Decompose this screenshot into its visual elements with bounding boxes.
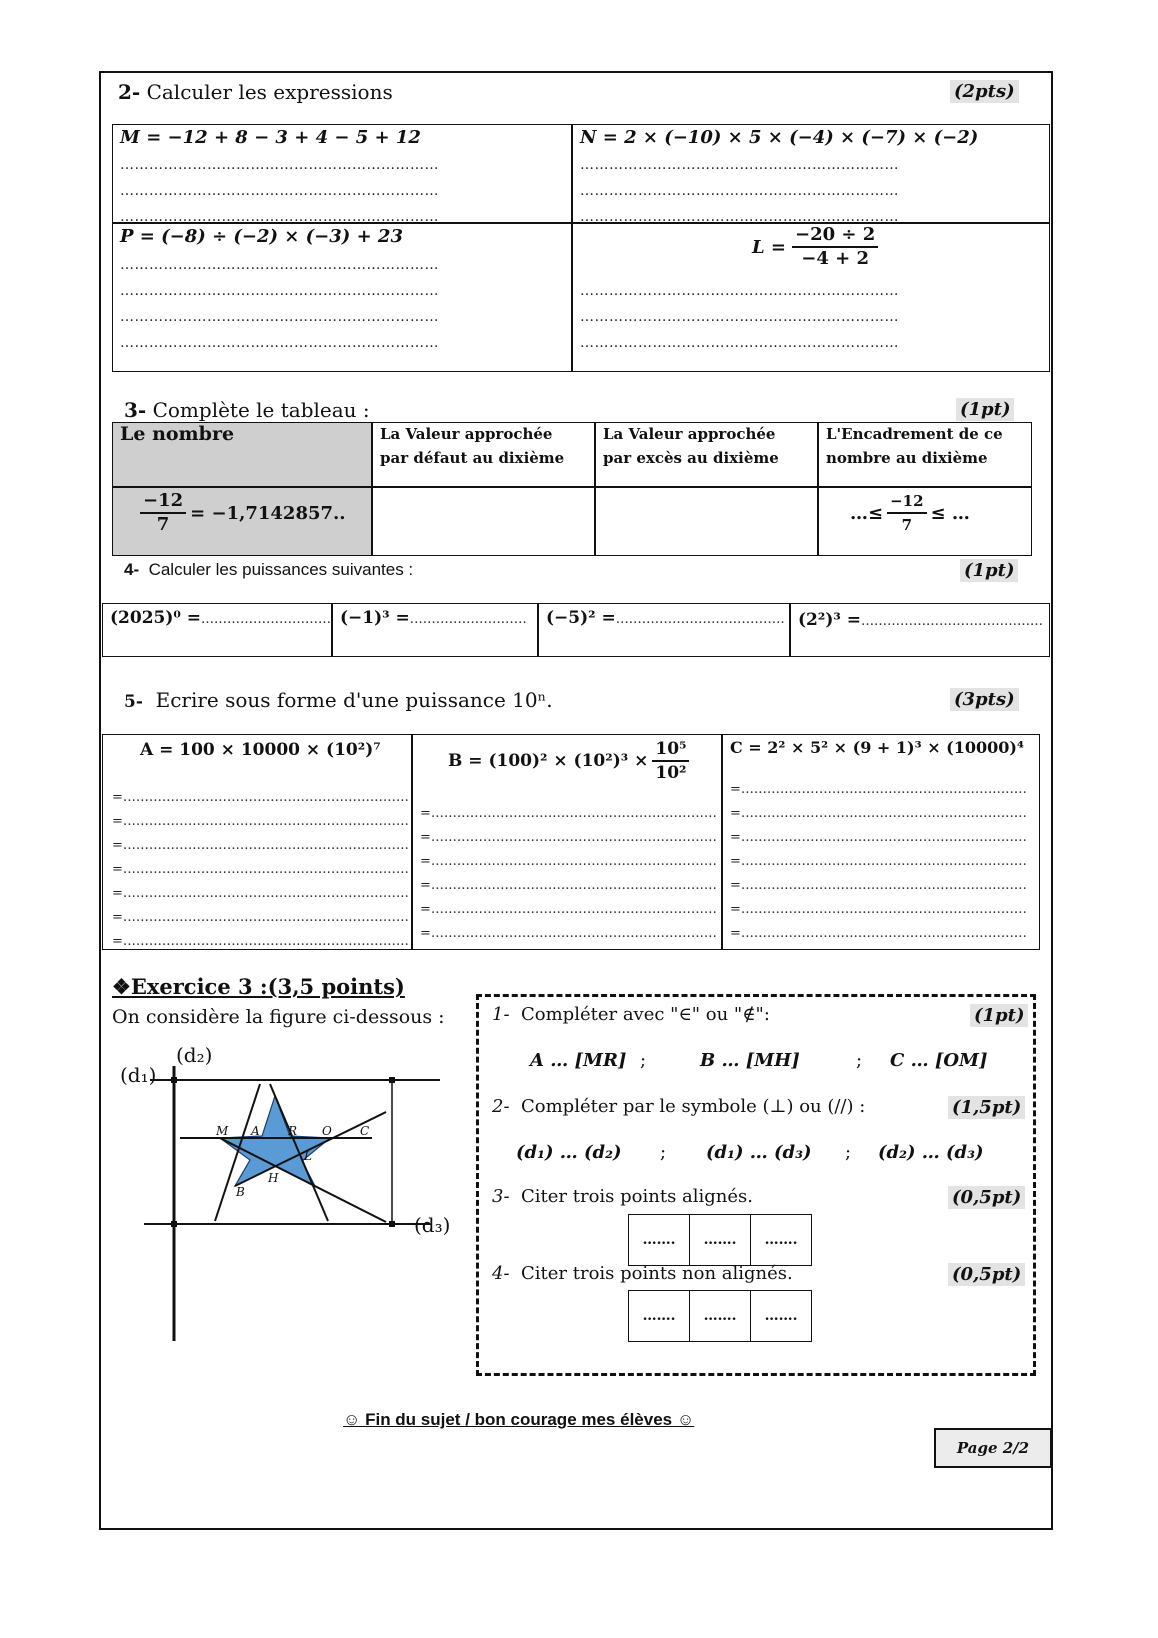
point-A: A bbox=[251, 1124, 260, 1138]
col-header-excess-line1: La Valeur approchée bbox=[603, 425, 776, 443]
answer-lines-M[interactable]: ………………………………………………………… ………………………………………………………… ………………………………………………………… bbox=[120, 157, 439, 225]
q1-sep-1: ; bbox=[640, 1050, 647, 1071]
expr-L-numerator: −20 ÷ 2 bbox=[792, 224, 878, 248]
expr-B-lhs: B = (100)² × (10²)³ × bbox=[448, 751, 649, 771]
col-header-default-line2: par défaut au dixième bbox=[380, 449, 565, 467]
section5-points: (3pts) bbox=[950, 688, 1019, 711]
power-2-expr: (−1)³ = bbox=[340, 608, 410, 628]
answer-lines-A[interactable]: =………………………………………………………… =………………………………………………………… =………………………………………………………… =………………………………………………………… =………………………………………………………… =………………………………………………………… =………………………………………………………… bbox=[112, 790, 409, 949]
q1-label: Compléter avec "∈" ou "∉": bbox=[521, 1004, 770, 1025]
label-d1: (d₁) bbox=[120, 1063, 157, 1087]
col-header-bound-line1: L'Encadrement de ce bbox=[826, 425, 1003, 443]
section4-title bbox=[124, 560, 413, 580]
section3-label: Complète le tableau : bbox=[152, 398, 370, 422]
power-3-expr: (−5)² = bbox=[546, 608, 616, 628]
answer-bound[interactable] bbox=[850, 490, 970, 536]
q2-b[interactable]: (d₁) … (d₃) bbox=[706, 1142, 812, 1163]
expr-B-den: 10² bbox=[655, 763, 687, 783]
section2-title bbox=[118, 80, 393, 104]
q4-cell-2[interactable]: ……. bbox=[690, 1291, 751, 1342]
q1 bbox=[492, 1004, 770, 1025]
section3-col-divider-3 bbox=[817, 422, 819, 556]
section3-col-divider-1 bbox=[371, 422, 373, 556]
section3-row-divider bbox=[112, 486, 1032, 488]
point-O: O bbox=[322, 1124, 332, 1138]
geometry-figure bbox=[110, 1036, 470, 1346]
section5-label: Ecrire sous forme d'une puissance 10ⁿ. bbox=[155, 688, 553, 712]
answer-lines-L[interactable]: ………………………………………………………… ………………………………………………………… ………………………………………………………… bbox=[580, 283, 899, 351]
expr-L-denominator: −4 + 2 bbox=[801, 248, 870, 269]
col-header-excess-line2: par excès au dixième bbox=[603, 449, 779, 467]
answer-lines-N[interactable]: ………………………………………………………… ………………………………………………………… ………………………………………………………… bbox=[580, 157, 899, 225]
answer-lines-C[interactable]: =………………………………………………………… =………………………………………………………… =………………………………………………………… =………………………………………………………… =………………………………………………………… =………………………………………………………… =………………………………………………………… bbox=[730, 782, 1027, 941]
bound-frac-num: −12 bbox=[887, 490, 926, 514]
answer-default[interactable] bbox=[376, 490, 590, 552]
q1-number: 1- bbox=[492, 1004, 510, 1025]
expr-L bbox=[752, 224, 878, 270]
corner-4 bbox=[389, 1221, 395, 1227]
expr-P: P = (−8) ÷ (−2) × (−3) + 23 bbox=[120, 226, 403, 247]
q3-answer-table bbox=[628, 1214, 812, 1266]
corner-2 bbox=[389, 1077, 395, 1083]
point-L: L bbox=[304, 1149, 312, 1163]
col-header-default-line1: La Valeur approchée bbox=[380, 425, 553, 443]
point-C: C bbox=[360, 1124, 370, 1138]
section4-points: (1pt) bbox=[960, 559, 1018, 582]
q2-sep-1: ; bbox=[660, 1142, 667, 1163]
exercise3-title: ❖Exercice 3 :(3,5 points) bbox=[112, 974, 405, 999]
q4-cell-1[interactable]: ……. bbox=[629, 1291, 690, 1342]
section2-number: 2- bbox=[118, 80, 141, 104]
q3-points: (0,5pt) bbox=[948, 1186, 1025, 1209]
col-header-default bbox=[380, 422, 564, 470]
section5-number: 5- bbox=[124, 692, 143, 712]
section3-col-divider-2 bbox=[594, 422, 596, 556]
q1-b[interactable]: B … [MH] bbox=[700, 1050, 800, 1071]
expr-N: N = 2 × (−10) × 5 × (−4) × (−7) × (−2) bbox=[580, 127, 979, 148]
answer-lines-B[interactable]: =………………………………………………………… =………………………………………………………… =………………………………………………………… =………………………………………………………… =………………………………………………………… =………………………………………………………… bbox=[420, 806, 717, 941]
q3-cell-2[interactable]: ……. bbox=[690, 1215, 751, 1266]
q4-number: 4- bbox=[492, 1263, 510, 1284]
expr-B bbox=[448, 738, 689, 784]
q1-a[interactable]: A … [MR] bbox=[530, 1050, 627, 1071]
corner-3 bbox=[171, 1221, 177, 1227]
corner-1 bbox=[171, 1077, 177, 1083]
exercise3-intro: On considère la figure ci-dessous : bbox=[112, 1006, 445, 1028]
q1-c[interactable]: C … [OM] bbox=[890, 1050, 988, 1071]
q1-points: (1pt) bbox=[970, 1004, 1028, 1027]
col-header-number: Le nombre bbox=[120, 423, 235, 445]
point-H: H bbox=[268, 1171, 279, 1185]
point-R: R bbox=[288, 1124, 298, 1138]
answer-lines-P[interactable]: ………………………………………………………… ………………………………………………………… ………………………………………………………… ………………………………………………………… bbox=[120, 257, 439, 351]
q2-points: (1,5pt) bbox=[948, 1096, 1025, 1119]
power-3[interactable]: (−5)² =………………………………… bbox=[546, 608, 785, 628]
q1-sep-2: ; bbox=[856, 1050, 863, 1071]
expr-B-num: 10⁵ bbox=[652, 738, 689, 762]
label-d2: (d₂) bbox=[176, 1043, 213, 1067]
bound-right: ≤ … bbox=[930, 502, 970, 524]
q3 bbox=[492, 1186, 753, 1207]
section4-label: Calculer les puissances suivantes : bbox=[148, 560, 414, 579]
q4-points: (0,5pt) bbox=[948, 1263, 1025, 1286]
q2-sep-2: ; bbox=[845, 1142, 852, 1163]
q2-a[interactable]: (d₁) … (d₂) bbox=[516, 1142, 622, 1163]
label-d3: (d₃) bbox=[414, 1213, 451, 1237]
q4-cell-3[interactable]: ……. bbox=[751, 1291, 812, 1342]
end-of-subject: ☺ Fin du sujet / bon courage mes élèves ☺ bbox=[343, 1410, 695, 1429]
section3-number: 3- bbox=[124, 398, 147, 422]
answer-excess[interactable] bbox=[599, 490, 813, 552]
section4-col-divider-2 bbox=[537, 603, 539, 657]
section5-title bbox=[124, 688, 553, 712]
col-header-excess bbox=[603, 422, 779, 470]
number-frac-num: −12 bbox=[140, 490, 186, 514]
q2-label: Compléter par le symbole (⊥) ou (//) : bbox=[521, 1096, 866, 1117]
point-B: B bbox=[236, 1185, 245, 1199]
power-2[interactable]: (−1)³ =……………………… bbox=[340, 608, 527, 628]
section2-label: Calculer les expressions bbox=[146, 80, 393, 104]
expr-A: A = 100 × 10000 × (10²)⁷ bbox=[140, 740, 381, 760]
q4 bbox=[492, 1263, 793, 1284]
power-1[interactable]: (2025)⁰ =………………………… bbox=[110, 608, 332, 628]
section3-title bbox=[124, 398, 370, 422]
power-1-expr: (2025)⁰ = bbox=[110, 608, 202, 628]
q2-number: 2- bbox=[492, 1096, 510, 1117]
section3-points: (1pt) bbox=[956, 398, 1014, 421]
bound-left: …≤ bbox=[850, 502, 884, 524]
page-number: Page 2/2 bbox=[934, 1428, 1052, 1468]
section4-col-divider-1 bbox=[331, 603, 333, 657]
q3-cell-1[interactable]: ……. bbox=[629, 1215, 690, 1266]
section4-col-divider-3 bbox=[789, 603, 791, 657]
power-4-expr: (2²)³ = bbox=[798, 610, 861, 630]
number-value bbox=[140, 490, 346, 536]
bound-frac-den: 7 bbox=[901, 516, 913, 534]
q3-cell-3[interactable]: ……. bbox=[751, 1215, 812, 1266]
col-header-bound bbox=[826, 422, 1003, 470]
power-4[interactable]: (2²)³ =…………………………………… bbox=[798, 610, 1043, 630]
point-M: M bbox=[216, 1124, 229, 1138]
expr-L-lhs: L = bbox=[752, 236, 787, 258]
expr-C: C = 2² × 5² × (9 + 1)³ × (10000)⁴ bbox=[730, 738, 1024, 757]
q4-label: Citer trois points non alignés. bbox=[521, 1263, 793, 1284]
section5-col-divider-1 bbox=[411, 734, 413, 950]
number-decimal: = −1,7142857.. bbox=[190, 502, 346, 524]
q2-c[interactable]: (d₂) … (d₃) bbox=[878, 1142, 984, 1163]
q3-number: 3- bbox=[492, 1186, 510, 1207]
section2-points: (2pts) bbox=[950, 80, 1019, 103]
q2 bbox=[492, 1096, 865, 1117]
section4-number: 4- bbox=[124, 560, 140, 579]
number-frac-den: 7 bbox=[156, 514, 170, 535]
section2-col-divider bbox=[571, 124, 573, 372]
q3-label: Citer trois points alignés. bbox=[521, 1186, 754, 1207]
q4-answer-table bbox=[628, 1290, 812, 1342]
section5-col-divider-2 bbox=[721, 734, 723, 950]
expr-M: M = −12 + 8 − 3 + 4 − 5 + 12 bbox=[120, 127, 421, 148]
col-header-bound-line2: nombre au dixième bbox=[826, 449, 988, 467]
